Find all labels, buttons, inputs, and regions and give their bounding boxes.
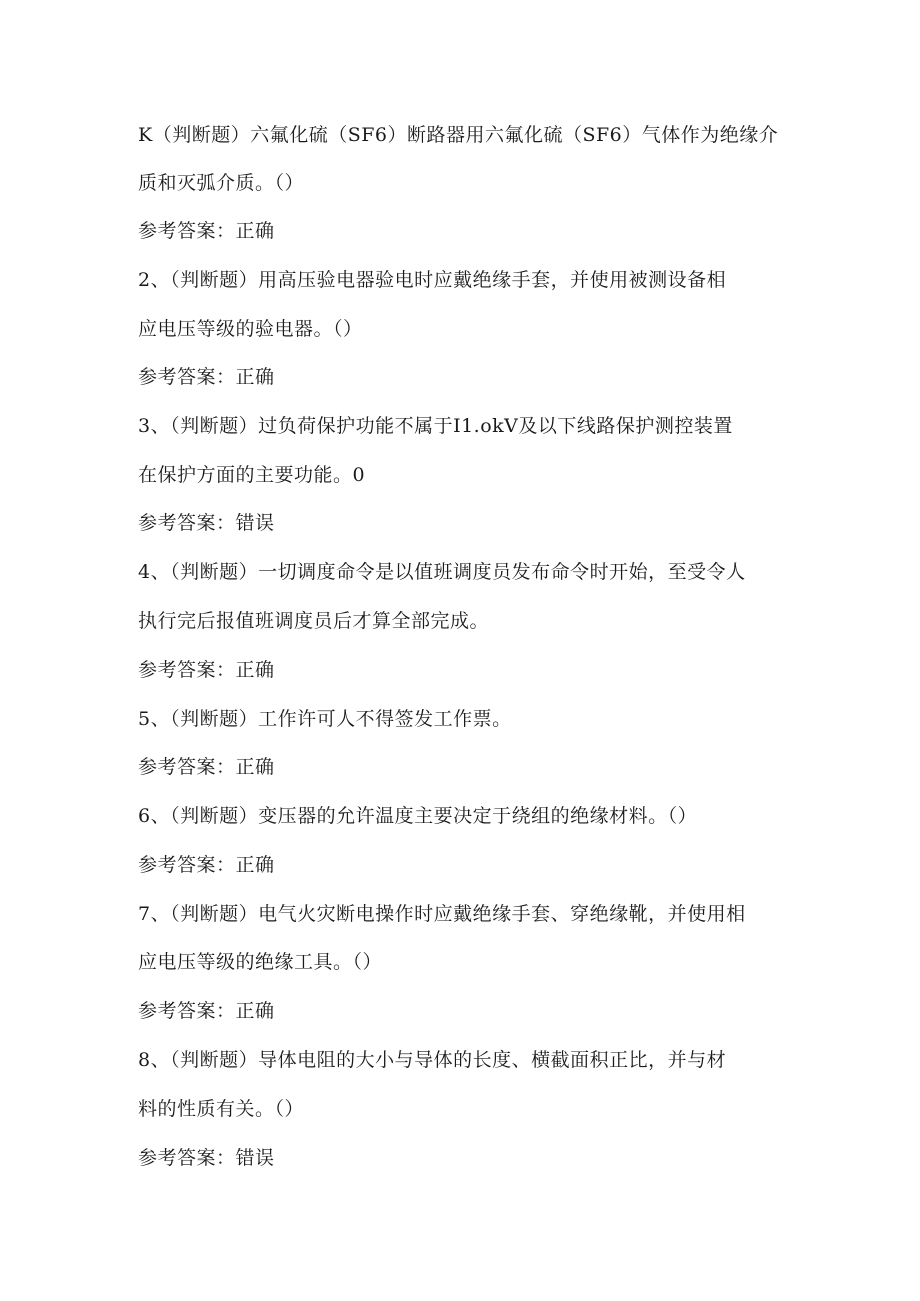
question-5-answer: 参考答案：正确 (138, 756, 275, 778)
question-8-answer: 参考答案：错误 (138, 1147, 275, 1169)
question-8-line-1: 8、（判断题）导体电阻的大小与导体的长度、横截面积正比，并与材 (138, 1049, 727, 1071)
question-3-line-2: 在保护方面的主要功能。0 (138, 464, 366, 486)
question-2-line-2: 应电压等级的验电器。（） (138, 318, 363, 340)
question-7-answer: 参考答案：正确 (138, 1000, 275, 1022)
question-7-line-2: 应电压等级的绝缘工具。（） (138, 951, 383, 973)
question-4-line-1: 4、（判断题）一切调度命令是以值班调度员发布命令时开始，至受令人 (138, 561, 746, 583)
question-3-answer: 参考答案：错误 (138, 512, 275, 534)
question-3-line-1: 3、（判断题）过负荷保护功能不属于I1.okV及以下线路保护测控装置 (138, 415, 733, 437)
question-2-line-1: 2、（判断题）用高压验电器验电时应戴绝缘手套，并使用被测设备相 (138, 269, 727, 291)
question-1-line-2: 质和灭弧介质。（） (138, 172, 305, 194)
question-7-line-1: 7、（判断题）电气火灾断电操作时应戴绝缘手套、穿绝缘靴，并使用相 (138, 903, 746, 925)
question-2-answer: 参考答案：正确 (138, 366, 275, 388)
question-5-line-1: 5、（判断题）工作许可人不得签发工作票。 (138, 708, 512, 730)
question-1-line-1: K（判断题）六氟化硫（SF6）断路器用六氟化硫（SF6）气体作为绝缘介 (138, 124, 779, 146)
question-6-line-1: 6、（判断题）变压器的允许温度主要决定于绕组的绝缘材料。（） (138, 805, 698, 827)
question-1-answer: 参考答案：正确 (138, 220, 275, 242)
question-6-answer: 参考答案：正确 (138, 854, 275, 876)
question-8-line-2: 料的性质有关。（） (138, 1098, 305, 1120)
question-4-line-2: 执行完后报值班调度员后才算全部完成。 (138, 610, 490, 632)
question-4-answer: 参考答案：正确 (138, 659, 275, 681)
